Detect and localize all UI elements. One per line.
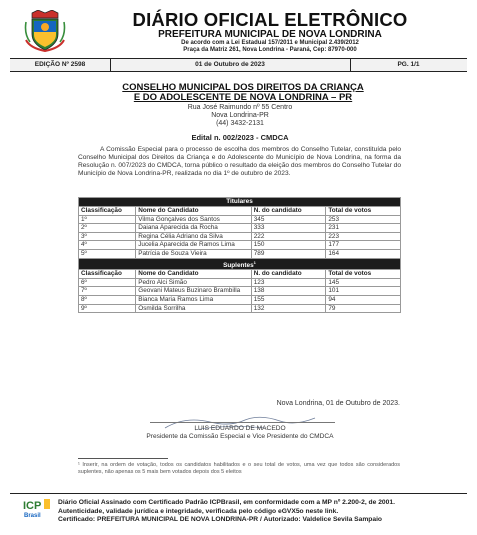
table-row (79, 287, 401, 296)
header-numero: N. do candidato (251, 270, 326, 279)
certificate-line2: Autenticidade, validade jurídica e integridade, verificada pelo código eGVX5o neste link. (58, 507, 339, 515)
suplentes-section-row (79, 258, 401, 270)
certificate-text (58, 499, 468, 525)
council-name-line1: CONSELHO MUNICIPAL DOS DIREITOS DA CRIANÇA (122, 82, 364, 93)
table-row (79, 224, 401, 233)
table-row (79, 278, 401, 287)
candidate-number-cell: 123 (251, 278, 326, 287)
candidate-name-cell: Jucelia Aparecida de Ramos Lima (136, 241, 252, 250)
votes-cell: 101 (326, 287, 401, 296)
brasil-logo-text: Brasil (24, 513, 41, 519)
header-votos: Total de votos (326, 207, 401, 216)
certificate-line1: Diário Oficial Assinado com Certificado Padrão ICPBrasil, em conformidade com a MP nº 2.200-2, de 2001. (58, 499, 395, 506)
header-classificacao: Classificação (79, 270, 136, 279)
footnote-marker: 1 (253, 259, 256, 265)
candidate-name-cell: Vilma Gonçalves dos Santos (136, 215, 252, 224)
rank-cell: 2º (79, 224, 136, 233)
votes-cell: 253 (326, 215, 401, 224)
votes-cell: 177 (326, 241, 401, 250)
signatory-name: LUIS EDUARDO DE MACEDO (194, 425, 286, 432)
table-row (79, 296, 401, 305)
candidate-number-cell: 333 (251, 224, 326, 233)
icp-logo-text: ICP (23, 500, 42, 512)
rank-cell: 7º (79, 287, 136, 296)
council-name-line2: E DO ADOLESCENTE DE NOVA LONDRINA – PR (133, 92, 353, 103)
signatory-role: Presidente da Comissão Especial e Vice Presidente do CMDCA (146, 433, 334, 440)
edital-paragraph: A Comissão Especial para o processo de escolha dos membros do Conselho Tutelar, constituída pelo Conselho Municipal dos Direitos da Criança e do Adolescente do Município de Nova Londrina, na forma da Resolução n. 007/2023 do CMDCA, torna público o resultado da eleição dos membros do Conselho Tutelar do Município de Nova Londrina-PR, realizada no dia 1º de outubro de 2023. (78, 146, 401, 178)
council-name (78, 83, 408, 103)
rank-cell: 9º (79, 304, 136, 313)
candidate-name-cell: Patrícia de Souza Vieira (136, 249, 252, 258)
votes-cell: 164 (326, 249, 401, 258)
candidate-number-cell: 789 (251, 249, 326, 258)
footnote-divider (78, 458, 168, 459)
candidate-number-cell: 222 (251, 232, 326, 241)
gazette-address: Praça da Matriz 261, Nova Londrina - Paraná, Cep: 87970-000 (183, 47, 357, 53)
candidate-number-cell: 345 (251, 215, 326, 224)
votes-cell: 94 (326, 296, 401, 305)
edition-number: EDIÇÃO Nº 2598 (10, 59, 111, 71)
titulares-section-row (79, 198, 401, 207)
candidate-name-cell: Geovani Mateus Buzinaro Brambilla (136, 287, 252, 296)
rank-cell: 6º (79, 278, 136, 287)
council-phone: (44) 3432-2131 (216, 120, 264, 128)
election-results-table (78, 197, 401, 313)
candidate-name-cell: Regina Célia Adriano da Silva (136, 232, 252, 241)
table-row (79, 249, 401, 258)
page-number: PG. 1/1 (397, 61, 420, 68)
table-row (79, 232, 401, 241)
council-address (150, 104, 330, 129)
rank-cell: 1º (79, 215, 136, 224)
candidate-number-cell: 155 (251, 296, 326, 305)
candidate-number-cell: 132 (251, 304, 326, 313)
header-votos: Total de votos (326, 270, 401, 279)
municipal-coat-of-arms-icon (24, 10, 66, 52)
votes-cell: 231 (326, 224, 401, 233)
signing-date: Nova Londrina, 01 de Outubro de 2023. (276, 400, 400, 407)
header-numero: N. do candidato (251, 207, 326, 216)
results-table-body (79, 198, 401, 313)
gazette-title: DIÁRIO OFICIAL ELETRÔNICO (132, 9, 408, 30)
icp-brasil-logo-icon (20, 497, 52, 521)
edital-title: Edital n. 002/2023 - CMDCA (191, 133, 289, 142)
signature-line (150, 422, 335, 423)
footnote-text: ¹ Inserir, na ordem de votação, todos os candidatos habilitados e o seu total de votos, uma vez que todos são considerados suplentes, não apenas os 5 mais bem votados depois dos 5 eleitos (78, 462, 400, 475)
rank-cell: 4º (79, 241, 136, 250)
votes-cell: 223 (326, 232, 401, 241)
table-row (79, 215, 401, 224)
candidate-name-cell: Osmilda Sorrilha (136, 304, 252, 313)
candidate-name-cell: Bianca Maria Ramos Lima (136, 296, 252, 305)
rank-cell: 5º (79, 249, 136, 258)
rank-cell: 8º (79, 296, 136, 305)
suplentes-header-row (79, 270, 401, 279)
header-nome: Nome do Candidato (136, 207, 252, 216)
candidate-name-cell: Pedro Alci Simão (136, 278, 252, 287)
header-classificacao: Classificação (79, 207, 136, 216)
suplentes-label: Suplentes (223, 261, 254, 269)
votes-cell: 79 (326, 304, 401, 313)
candidate-number-cell: 138 (251, 287, 326, 296)
header-nome: Nome do Candidato (136, 270, 252, 279)
gazette-subtitle: PREFEITURA MUNICIPAL DE NOVA LONDRINA (158, 29, 382, 40)
edition-date: 01 de Outubro de 2023 (110, 59, 351, 71)
rank-cell: 3º (79, 232, 136, 241)
suplentes-label-cell (79, 258, 401, 270)
votes-cell: 145 (326, 278, 401, 287)
council-address-city: Nova Londrina-PR (211, 112, 269, 120)
council-address-street: Rua José Raimundo nº 55 Centro (187, 104, 293, 111)
candidate-number-cell: 150 (251, 241, 326, 250)
table-row (79, 304, 401, 313)
candidate-name-cell: Daiana Aparecida da Rocha (136, 224, 252, 233)
edition-info-bar (10, 58, 467, 72)
gazette-law: De acordo com a Lei Estadual 157/2011 e Municipal 2.439/2012 (181, 40, 359, 46)
titulares-header-row (79, 207, 401, 216)
certificate-line3: Certificado: PREFEITURA MUNICIPAL DE NOVA LONDRINA-PR / Autorizado: Valdelice Sevila Sampaio (58, 516, 383, 523)
table-row (79, 241, 401, 250)
titulares-label: Titulares (79, 198, 401, 207)
